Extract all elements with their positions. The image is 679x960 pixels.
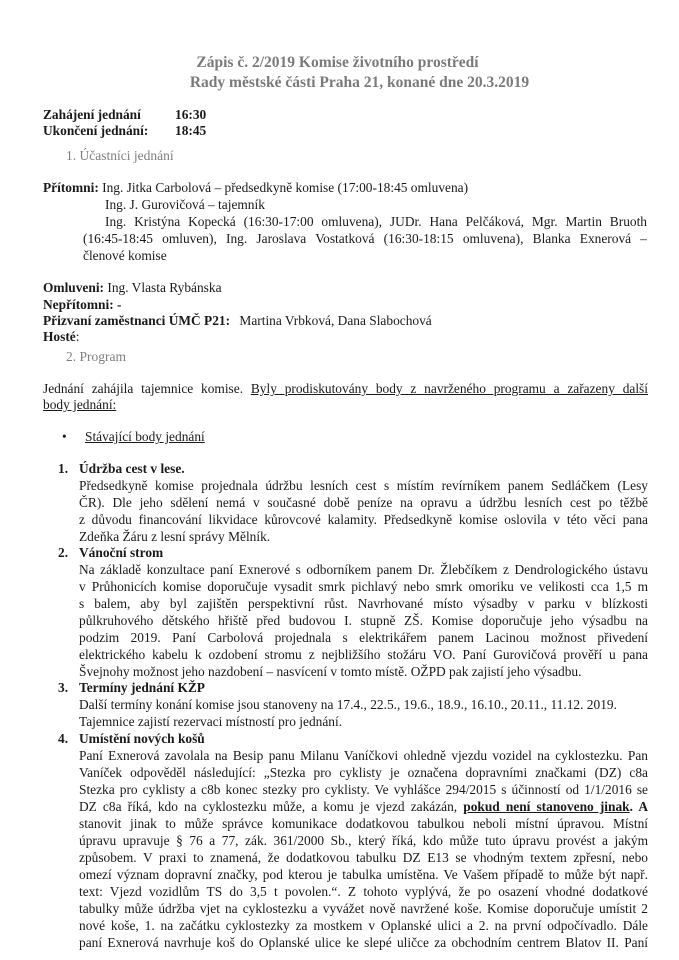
present-members-line3: členové komise xyxy=(83,248,167,263)
document-title-line1: Zápis č. 2/2019 Komise životního prostředí xyxy=(196,54,479,71)
item-line-pre: DZ c8a říká, kdo na cyklostezku může, a komu je vjezd zakázán, xyxy=(79,799,458,814)
item-line: Na základě konzultace paní Exnerové s odborníkem panem Dr. Žlebčíkem z Dendrologického ústavu xyxy=(79,562,648,577)
item-line: Další termíny konání komise jsou stanoveny na 17.4., 22.5., 19.6., 18.9., 16.10., 20.11., 11.12. 2019. xyxy=(79,697,617,712)
item-title: Termíny jednání KŽP xyxy=(79,680,205,695)
bullet-text: Stávající body jednání xyxy=(85,429,205,444)
program-intro-underlined-cont: body jednání: xyxy=(43,397,117,412)
program-intro-underlined: Byly prodiskutovány body z navrženého programu a zařazeny další xyxy=(250,381,648,396)
program-intro xyxy=(43,381,648,397)
item-line: ČR). Dle jeho sdělení nemá v současné době peníze na opravu a údržbu lesních cest po těžbě xyxy=(79,495,648,510)
emphasis-text: pokud není stanoveno jinak xyxy=(463,799,630,814)
excused-value: Ing. Vlasta Rybánska xyxy=(107,280,222,295)
program-intro-plain: Jednání zahájila tajemnice komise. xyxy=(43,381,244,396)
item-line: Stezka pro cyklisty a c8b konec stezky pro cyklisty. Ve vyhlášce 294/2015 s účinností od 1/1/2016 se xyxy=(79,782,648,797)
invited-label: Přizvaní zaměstnanci ÚMČ P21: xyxy=(43,313,231,328)
item-line: omezí význam dopravní značky, pod kterou je tabulka umístěna. Ve Vašem případě to může být např. xyxy=(79,867,648,882)
start-label: Zahájení jednání xyxy=(43,107,141,122)
item-line: úpravu upravuje § 76 a 77, zák. 361/2000 Sb., který říká, kdo může tuto úpravu provést a jakým xyxy=(79,833,648,848)
item-line: paní Exnerová navrhuje koš do Oplanské ulice ke slepé uličce za obchodním centrem Blatov II. Paní xyxy=(79,935,648,950)
item-line: z důvodu financování likvidace kůrovcové kalamity. Předsedkyně komise oslovila v této věci pana xyxy=(79,512,648,527)
item-line: stanovit jinak to může správce komunikace dodatkovou tabulkou neboli místní úpravou. Místní xyxy=(79,816,648,831)
item-line-with-emphasis xyxy=(79,799,648,815)
item-line: s balem, aby byl zajištěn perspektivní růst. Navrhované místo výsadby v parku v blízkosti xyxy=(79,596,648,611)
item-line: nové koše, 1. na začátku cyklostezky za mostkem v Oplanské ulici a 2. na první odpočívadlo. Dále xyxy=(79,918,648,933)
present-secretary: Ing. J. Gurovičová – tajemník xyxy=(105,197,265,212)
document-title-line2: Rady městské části Praha 21, konané dne 20.3.2019 xyxy=(189,74,530,91)
item-number: 2. xyxy=(58,545,69,560)
present-members-line2: (16:45-18:45 omluven), Ing. Jaroslava Vostatková (16:30-18:15 omluvena), Blanka Exnerová – xyxy=(83,231,647,246)
item-title: Údržba cest v lese. xyxy=(79,461,185,476)
excused-label: Omluveni: xyxy=(43,280,105,295)
item-line: podzim 2019. Paní Carbolová projednala s elektrikářem panem Lacinou možnost přivedení xyxy=(79,630,648,645)
item-line: Tajemnice zajistí rezervaci místností pro jednání. xyxy=(79,714,343,729)
item-line: Zdeňka Žáru z lesní správy Mělník. xyxy=(79,529,271,544)
item-line: v Průhonicích komise doporučuje vysadit smrk pichlavý nebo smrk omoriku ve velikosti cca 1,5 m xyxy=(79,579,648,594)
item-line: Vaníček odpověděl následující: „Stezka pro cyklisty je označena dopravními značkami (DZ) c8a xyxy=(79,765,648,780)
section-heading-participants: 1. Účastníci jednání xyxy=(66,148,174,163)
item-line: tabulky může údržba vjet na cyklostezku a vyvážet nově navržené koše. Komise doporučuje umístit 2 xyxy=(79,901,648,916)
item-line: text: Vjezd vozidlům TS do 3,5 t povolen.“. Z tohoto vyplývá, že po osazení vhodné dodatkové xyxy=(79,884,648,899)
item-number: 1. xyxy=(58,461,69,476)
bullet-icon: • xyxy=(62,429,67,444)
item-line: způsobem. V praxi to znamená, že dodatkovou tabulku DZ E13 se vhodným textem zpřesní, nebo xyxy=(79,850,648,865)
section-heading-program: 2. Program xyxy=(66,349,126,364)
item-line: elektrického kabelu k ozdobení stromu z nejbližšího stožáru VO. Paní Gurovičová prověří u pana xyxy=(79,647,648,662)
item-line-post: . A xyxy=(629,799,648,814)
present-members-line1: Ing. Kristýna Kopecká (16:30-17:00 omluvena), JUDr. Hana Pelčáková, Mgr. Martin Bruoth xyxy=(105,214,647,229)
present-chair: Ing. Jitka Carbolová – předsedkyně komise (17:00-18:45 omluvena) xyxy=(102,180,469,195)
item-title: Umístění nových košů xyxy=(79,731,205,746)
item-line: Paní Exnerová zavolala na Besip panu Milanu Vaníčkovi ohledně vjezdu vozidel na cyklostezku. Pan xyxy=(79,748,648,763)
start-time: 16:30 xyxy=(175,107,207,122)
end-label: Ukončení jednání: xyxy=(43,123,149,138)
absent-label: Nepřítomni: - xyxy=(43,297,122,312)
item-number: 3. xyxy=(58,680,69,695)
invited-value: Martina Vrbková, Dana Slabochová xyxy=(239,313,432,328)
end-time: 18:45 xyxy=(175,123,207,138)
present-label: Přítomni: xyxy=(43,180,99,195)
item-title: Vánoční strom xyxy=(79,545,164,560)
guests-label: Hosté xyxy=(43,329,76,344)
item-number: 4. xyxy=(58,731,69,746)
guests-colon: : xyxy=(75,329,80,344)
item-line: půlkruhového dětského hřiště před budovou I. stupně ZŠ. Komise doporučuje jeho výsadbu na xyxy=(79,613,648,628)
item-line: Švejnohy možnost jeho nazdobení – nasvícení v tomto místě. OŽPD pak zajistí jeho výsadbu. xyxy=(79,664,582,679)
item-line: Předsedkyně komise projednala údržbu lesních cest s místím revírníkem panem Sedláčkem (Lesy xyxy=(79,478,648,493)
